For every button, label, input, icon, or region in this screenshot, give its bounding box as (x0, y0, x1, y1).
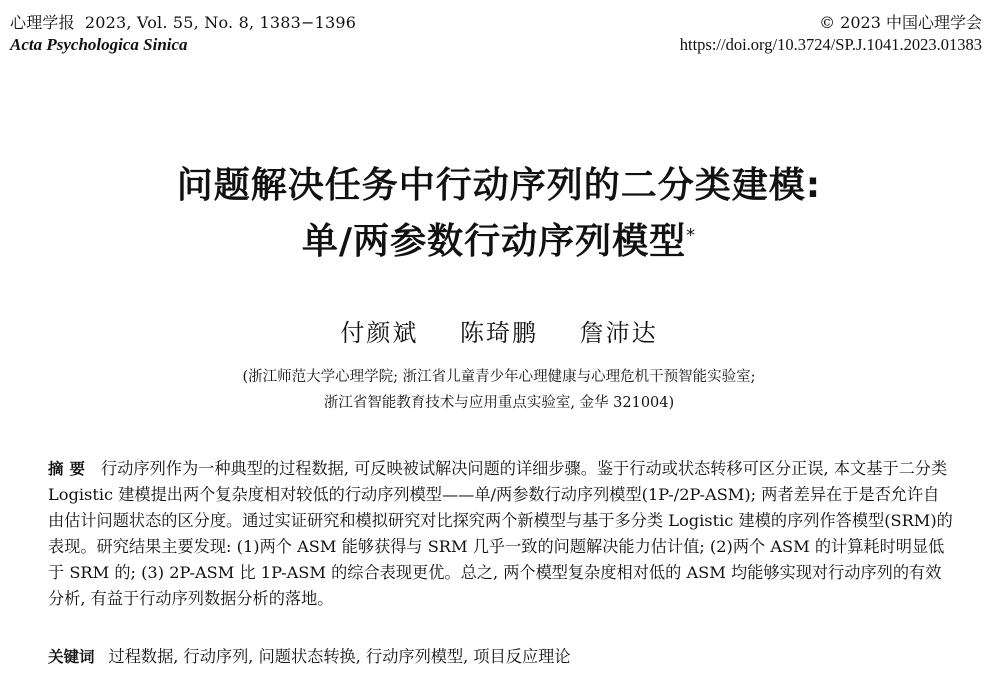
author-name: 付颜斌 (340, 319, 419, 347)
author-list (0, 313, 998, 348)
page-header (10, 10, 988, 60)
journal-name-cn: 心理学报 (10, 13, 75, 32)
affiliation (0, 364, 998, 416)
author-name: 陈琦鹏 (460, 319, 538, 347)
doi-link[interactable]: https://doi.org/10.3724/SP.J.1041.2023.01383 (679, 35, 982, 54)
author-name: 詹沛达 (579, 319, 658, 347)
journal-name-en: Acta Psychologica Sinica (10, 35, 188, 54)
affiliation-line-2: 浙江省智能教育技术与应用重点实验室, 金华 321004) (323, 395, 675, 411)
title-line-1: 问题解决任务中行动序列的二分类建模: (176, 165, 822, 206)
title-footnote-mark[interactable]: * (686, 225, 697, 246)
citation-info: 2023, Vol. 55, No. 8, 1383−1396 (84, 13, 357, 32)
title-line-2-wrap (0, 214, 998, 270)
keywords (48, 644, 953, 670)
affiliation-line-1: (浙江师范大学心理学院; 浙江省儿童青少年心理健康与心理危机干预智能实验室; (242, 369, 756, 385)
abstract (48, 456, 953, 612)
abstract-text: 行动序列作为一种典型的过程数据, 可反映被试解决问题的详细步骤。鉴于行动或状态转移可区分正误, 本文基于二分类 Logistic 建模提出两个复杂度相对较低的行动序列模型——单/两参数行动序列模型(1P-/2P-ASM); 两者差异在于是否允许自由估计问题状态的区分度。通过实证研究和模拟研究对比探究两个新模型与基于多分类 Logistic 建模的序列作答模型(SRM)的表现。研究结果主要发现: (1)两个 ASM 能够获得与 SRM 几乎一致的问题解决能力估计值; (2)两个 ASM 的计算耗时明显低于 SRM 的; (3) 2P-ASM 比 1P-ASM 的综合表现更优。总之, 两个模型复杂度相对低的 ASM 均能够实现对行动序列的有效分析, 有益于行动序列数据分析的落地。 (48, 459, 953, 608)
keywords-label: 关键词 (48, 648, 95, 666)
title-line-2: 单/两参数行动序列模型 (301, 221, 687, 262)
copyright: © 2023 中国心理学会 (819, 13, 982, 32)
keywords-text: 过程数据, 行动序列, 问题状态转换, 行动序列模型, 项目反应理论 (108, 647, 571, 666)
journal-citation-line (10, 10, 356, 33)
abstract-label: 摘要 (48, 460, 92, 478)
paper-title (0, 158, 998, 270)
